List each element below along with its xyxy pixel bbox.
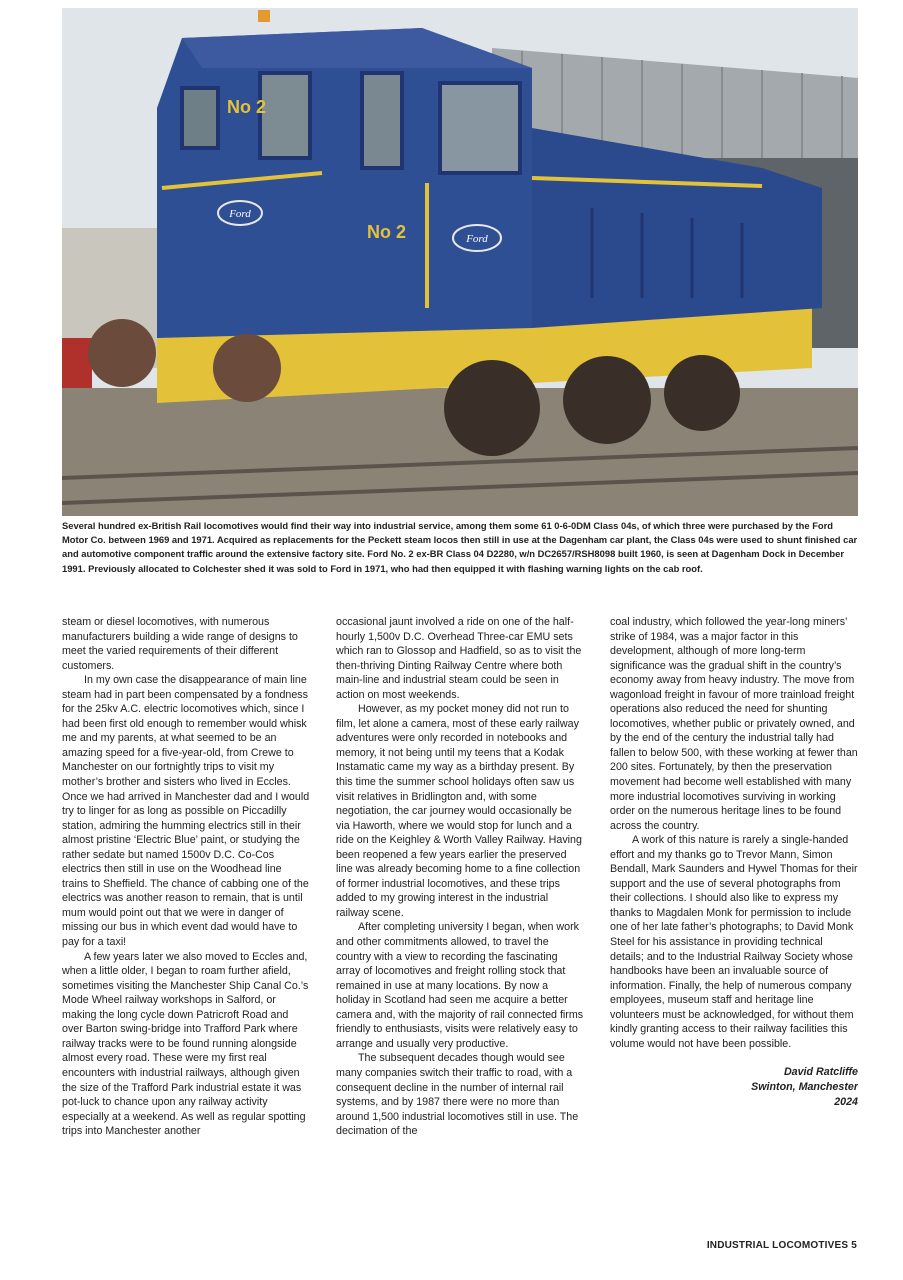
- paragraph: In my own case the disappearance of main line steam had in part been compensated by a fondness for the 25kv A.C. electric locomotives which, since I had been first old enough to remember would whisk me and my parents, at what seemed to be an amazing speed for a five-year-old, from Crewe to Manchester on our fortnightly trips to visit my mother’s brother and sisters who lived in Eccles. Once we had arrived in Manchester dad and I would try to linger for as long as possible on Piccadilly station, admiring the humming electrics still in their almost pristine ‘Electric Blue’ paint, or studying the rather sedate but named 1500v D.C. Co-Cos electrics then still in use on the Woodhead line trains to Sheffield. The chance of cabbing one of the electrics was another reason to remain, that is until mum would point out that we were in danger of missing our bus in which event dad would have to pay for a taxi!: [62, 674, 310, 949]
- paragraph: coal industry, which followed the year-long miners’ strike of 1984, was a major factor in this development, although of more long-term significance was the gradual shift in the country’s economy away from heavy industry. The move from wagonload freight in favour of more trainload freight operations also reduced the need for shunting locomotives, whether public or privately owned, and by the end of the century the industrial tally had fallen to below 500, with these working at fewer than 200 sites. Fortunately, by then the preservation movement had become well established with many more industrial locomotives surviving in working order on the numerous heritage lines to be found across the country.: [610, 616, 858, 832]
- red-cabinet: [62, 338, 92, 388]
- text-column-2: [336, 615, 584, 1220]
- paragraph: The subsequent decades though would see many companies switch their traffic to road, with a consequent decline in the number of internal rail systems, and by 1987 there were no more than around 1,500 industrial locomotives still in use. The decimation of the: [336, 1052, 579, 1138]
- cab-door-window: [362, 73, 402, 168]
- cab-number: No 2: [227, 97, 267, 117]
- paragraph: A few years later we also moved to Eccles and, when a little older, I began to roam further afield, sometimes visiting the Manchester Ship Canal Co.’s Mode Wheel railway workshops in Salford, or making the long cycle down Patricroft Road and over Barton swing-bridge into Trafford Park where railway tracks were to be found running alongside almost every road. These were my first real encounters with industrial railways, although given the size of the Trafford Park industrial estate it was pot-luck to chance upon any railway activity especially at a weekend. As well as regular spotting trips into Manchester another: [62, 950, 309, 1138]
- author-place: Swinton, Manchester: [751, 1080, 858, 1093]
- buffer-right: [213, 334, 281, 402]
- wheel-3: [664, 355, 740, 431]
- locomotive-photo: [62, 8, 858, 516]
- text-column-3: [610, 615, 858, 1220]
- warning-light: [258, 10, 270, 22]
- body-ford-badge: Ford: [466, 233, 488, 245]
- cab-window-centre: [260, 73, 310, 158]
- body-text: [62, 615, 858, 1220]
- author-signature: [610, 1065, 858, 1109]
- text-column-1: [62, 615, 310, 1220]
- author-name: David Ratcliffe: [783, 1066, 858, 1079]
- buffer-left: [88, 319, 156, 387]
- paragraph: steam or diesel locomotives, with numerous manufacturers building a wide range of designs to meet the varied requirements of their different customers.: [62, 616, 298, 672]
- paragraph: A work of this nature is rarely a single-handed effort and my thanks go to Trevor Mann, Simon Bendall, Mark Saunders and Hywel Thomas for their support and the use of several photographs from their collections. I should also like to express my thanks to Magdalen Monk for permission to include one of her late father’s photographs; to David Monk Steel for his assistance in providing technical details; and to the Industrial Railway Society whose handbooks have been an invaluable source of information. Finally, the help of numerous company employees, museum staff and heritage line volunteers must be acknowledged, for without them kindly granting access to their railway facilities this volume would not have been possible.: [610, 834, 858, 1050]
- paragraph: However, as my pocket money did not run to film, let alone a camera, most of these early railway adventures were only recorded in notebooks and memory, it not being until my teens that a Kodak Instamatic came my way as a birthday present. By this time the summer school holidays often saw us visit relatives in Bridlington and, with some negotiation, the car journey would occasionally be via Haworth, where we would stop for lunch and a ride on the Keighley & Worth Valley Railway. Having been reopened a few years earlier the preserved line was already becoming home to a fine collection of former industrial locomotives, and these trips added to my growing interest in the industrial railway scene.: [336, 703, 582, 919]
- cab-window-left: [182, 88, 218, 148]
- wheel-1: [444, 360, 540, 456]
- cab-ford-badge: Ford: [229, 208, 251, 220]
- cab-side-window: [440, 83, 520, 173]
- locomotive-photo-svg: [62, 8, 858, 516]
- photo-caption: Several hundred ex-British Rail locomotives would find their way into industrial service, among them some 61 0-6-0DM Class 04s, of which three were purchased by the Ford Motor Co. between 1969 and 1971. Acquired as replacements for the Peckett steam locos then still in use at the Dagenham car plant, the Class 04s were used to shunt finished car and automotive component traffic around the extensive factory site. Ford No. 2 ex-BR Class 04 D2280, w/n DC2657/RSH8098 built 1960, is seen at Dagenham Dock in December 1991. Previously allocated to Colchester shed it was sold to Ford in 1971, who had then equipped it with flashing warning lights on the cab roof.: [62, 520, 858, 574]
- wheel-2: [563, 356, 651, 444]
- author-year: 2024: [834, 1095, 858, 1108]
- page-footer: INDUSTRIAL LOCOMOTIVES 5: [706, 1240, 857, 1251]
- paragraph: occasional jaunt involved a ride on one of the half-hourly 1,500v D.C. Overhead Three-car EMU sets which ran to Glossop and Hadfield, so as to visit the then-thriving Dinting Railway Centre where both main-line and industrial steam could be seen in action on most weekends.: [336, 616, 582, 701]
- paragraph: After completing university I began, when work and other commitments allowed, to travel the country with a view to recording the fascinating array of locomotives and freight rolling stock that remained in use at many locations. By now a holiday in Scotland had seen me acquire a better camera and, with the majority of rail connected firms friendly to enthusiasts, visits were relatively easy to arrange and usually very productive.: [336, 921, 584, 1050]
- body-number: No 2: [367, 222, 407, 242]
